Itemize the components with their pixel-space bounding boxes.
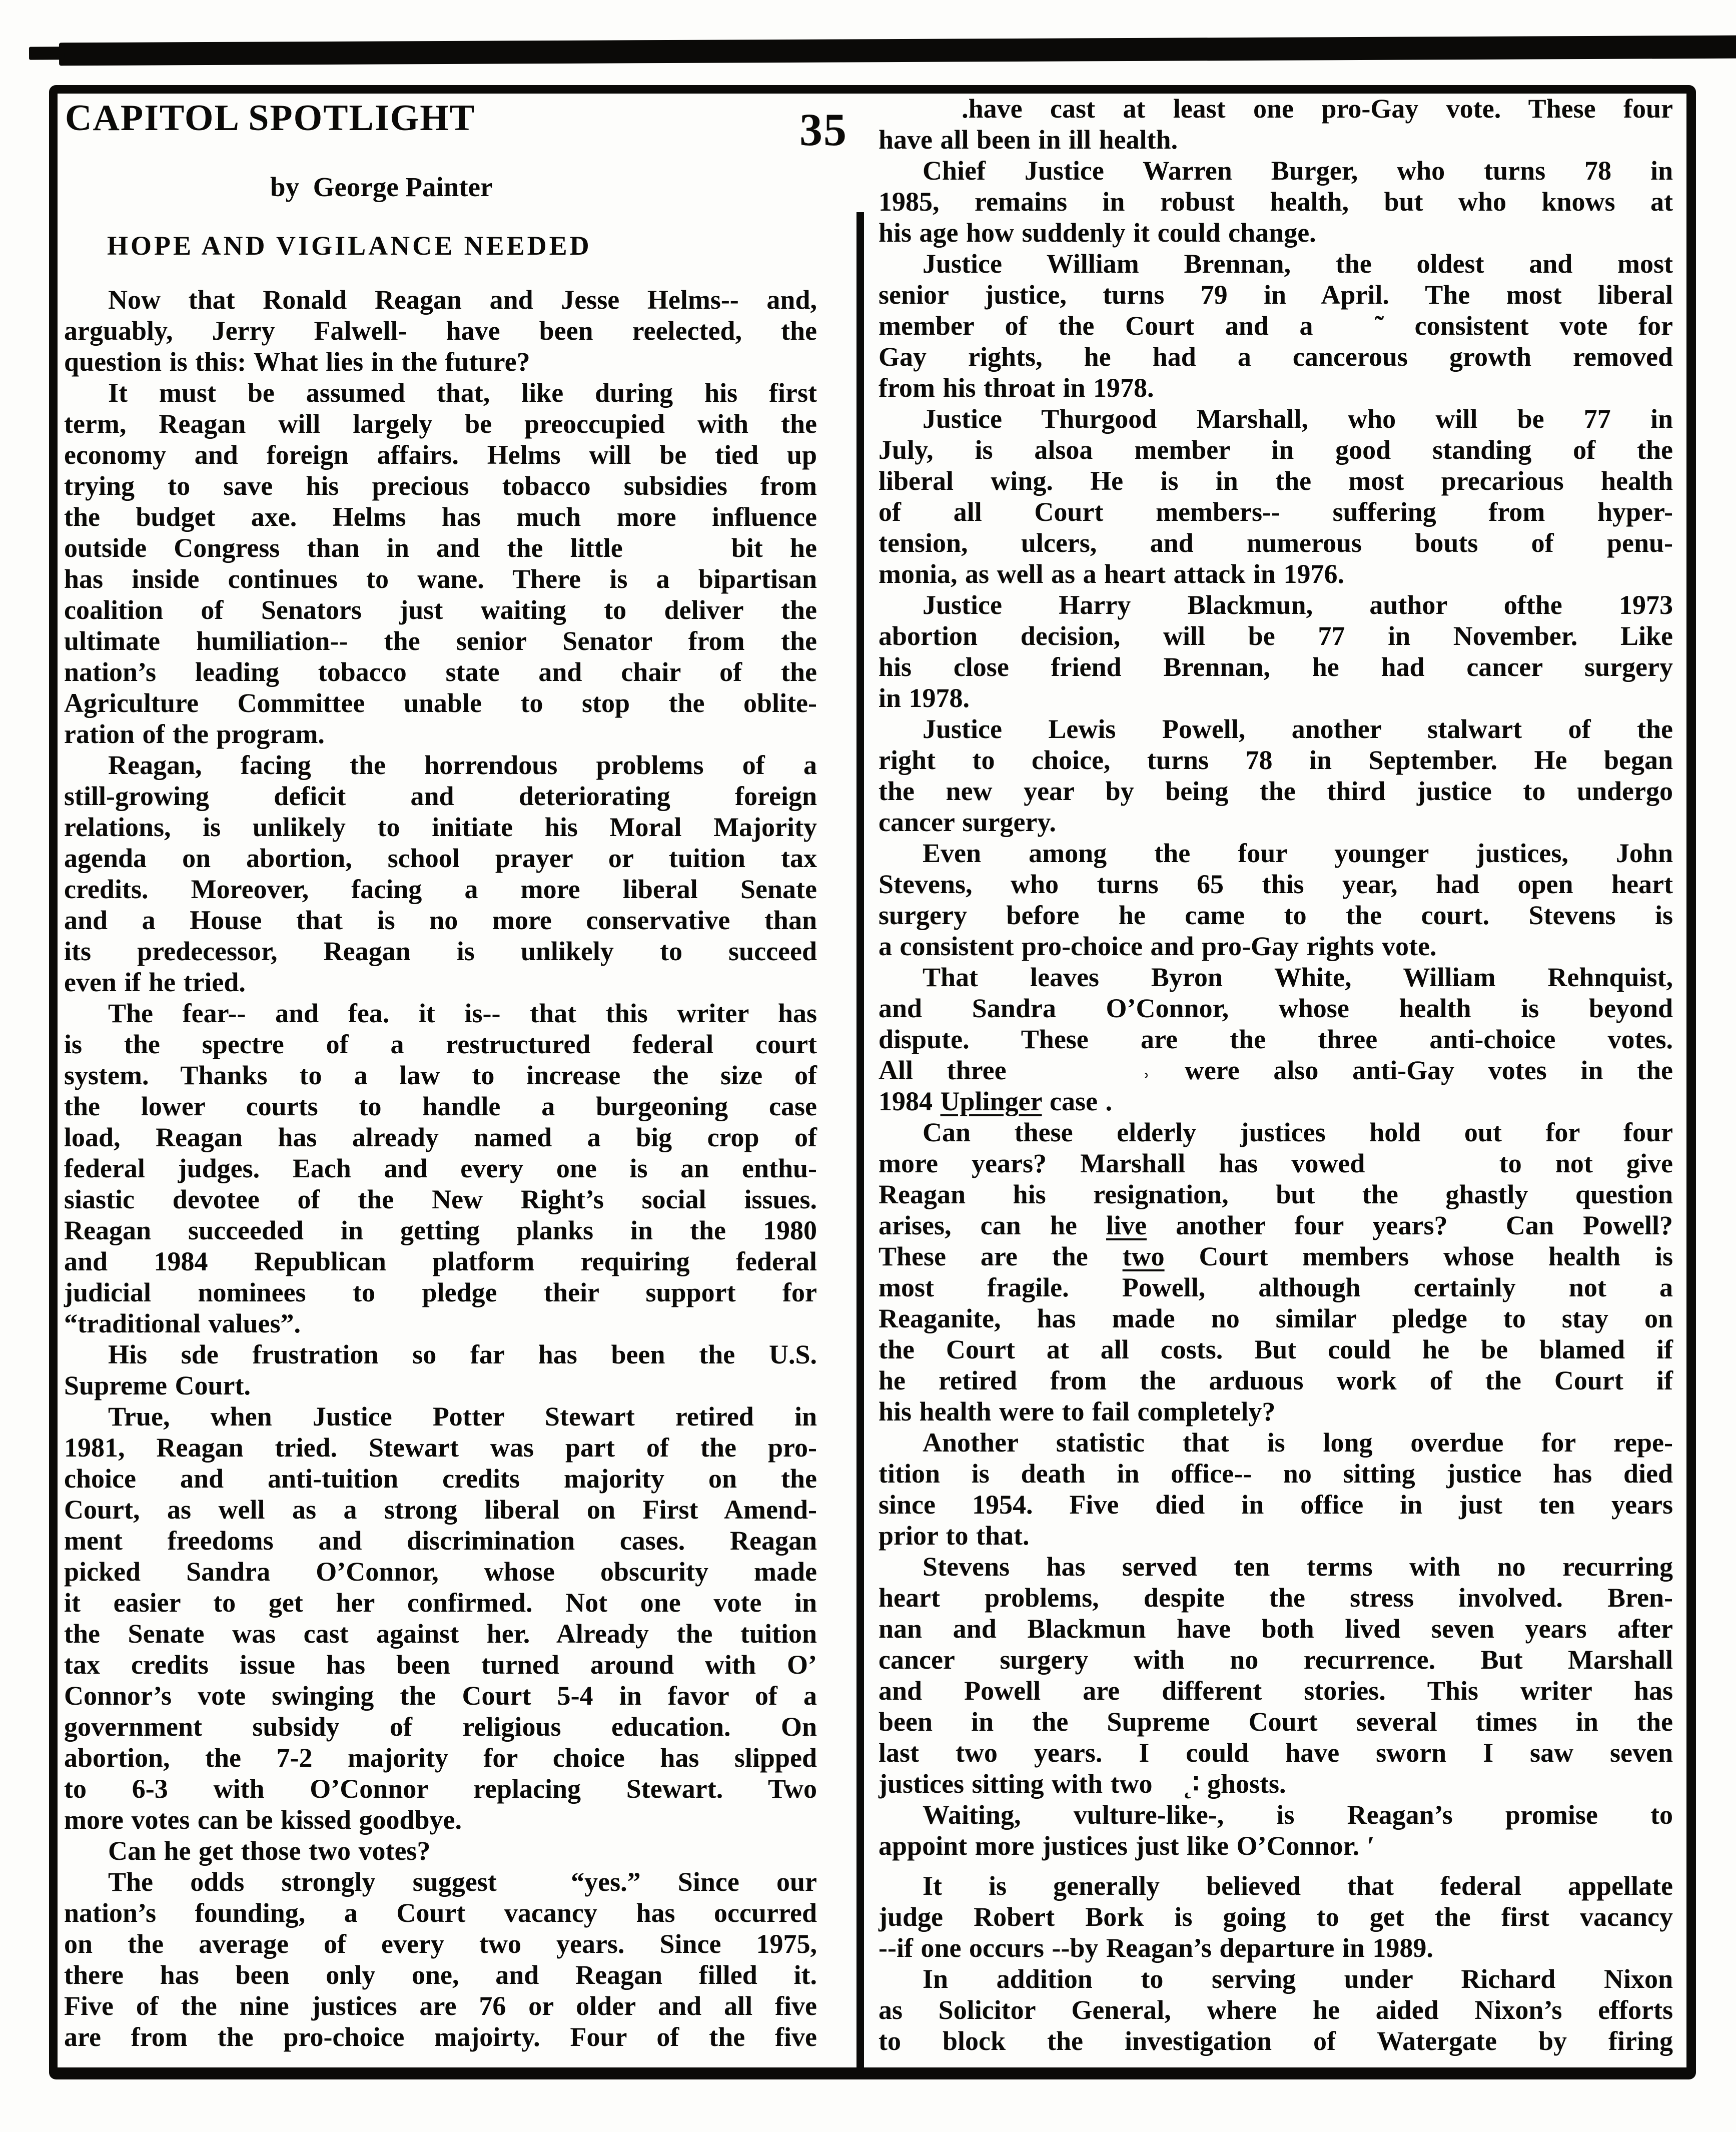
text-line: last two years. I could have sworn I saw seven — [879, 1738, 1673, 1768]
text-line: and Powell are different stories. This writer has — [879, 1676, 1673, 1706]
text-line: his close friend Brennan, he had cancer surgery — [879, 652, 1673, 682]
text-line: more votes can be kissed goodbye. — [64, 1805, 462, 1835]
text-line: Justice Thurgood Marshall, who will be 77 in — [923, 404, 1673, 434]
text-line: economy and foreign affairs. Helms will be tied up — [64, 440, 817, 470]
text-line: These are the two Court members whose health is — [879, 1241, 1673, 1271]
text-line: tition is death in office-- no sitting justice has died — [879, 1459, 1673, 1489]
text-line: All three ˒ were also anti-Gay votes in the — [879, 1055, 1673, 1085]
text-line: term, Reagan will largely be preoccupied with the — [64, 409, 817, 439]
text-line: Now that Ronald Reagan and Jesse Helms-- and, — [108, 285, 817, 315]
text-line: and 1984 Republican platform requiring federal — [64, 1246, 817, 1276]
text-line: ment freedoms and discrimination cases. Reagan — [64, 1526, 817, 1556]
text-line: Another statistic that is long overdue for repe- — [923, 1428, 1673, 1458]
text-line: monia, as well as a heart attack in 1976. — [879, 559, 1344, 589]
text-line: from his throat in 1978. — [879, 373, 1154, 403]
text-line: still-growing deficit and deteriorating foreign — [64, 781, 817, 811]
text-line: His sde frustration so far has been the U.S. — [108, 1339, 817, 1369]
text-line: nation’s leading tobacco state and chair of the — [64, 657, 817, 687]
text-line: to 6-3 with O’Connor replacing Stewart. Two — [64, 1774, 817, 1804]
text-line: appoint more justices just like O’Connor. ′ — [879, 1831, 1375, 1861]
left-column — [64, 284, 817, 2052]
scan-edge-artifact — [59, 36, 1736, 66]
text-line: on the average of every two years. Since 1975, — [64, 1929, 817, 1959]
text-line: to block the investigation of Watergate by firing — [879, 2026, 1673, 2056]
text-line: arguably, Jerry Falwell- have been reelected, the — [64, 316, 817, 346]
text-line: Waiting, vulture-like-, is Reagan’s promise to — [923, 1800, 1673, 1830]
text-line: Five of the nine justices are 76 or older and all five — [64, 1991, 817, 2021]
text-line: “traditional values”. — [64, 1308, 301, 1338]
text-line: of all Court members-- suffering from hyper- — [879, 497, 1673, 527]
text-line: ultimate humiliation-- the senior Senator from the — [64, 626, 817, 656]
text-line: his age how suddenly it could change. — [879, 218, 1316, 248]
text-line: the Senate was cast against her. Already the tuition — [64, 1619, 817, 1649]
text-line: Gay rights, he had a cancerous growth removed — [879, 342, 1673, 372]
text-line: trying to save his precious tobacco subsidies from — [64, 471, 817, 501]
text-line: judge Robert Bork is going to get the first vacancy — [879, 1902, 1673, 1932]
text-line: Court, as well as a strong liberal on First Amend- — [64, 1495, 817, 1525]
text-line: his health were to fail completely? — [879, 1396, 1276, 1427]
text-line: The odds strongly suggest “yes.” Since our — [108, 1867, 817, 1897]
text-line: Reagan, facing the horrendous problems of a — [108, 750, 817, 780]
text-line: a consistent pro-choice and pro-Gay rights vote. — [879, 931, 1437, 961]
text-line: as Solicitor General, where he aided Nixon’s efforts — [879, 1995, 1673, 2025]
byline: by George Painter — [270, 172, 493, 202]
page-number: 35 — [799, 104, 847, 155]
text-line: Can these elderly justices hold out for four — [923, 1117, 1673, 1147]
text-line: question is this: What lies in the future? — [64, 347, 530, 377]
text-line: the budget axe. Helms has much more influence — [64, 502, 817, 532]
article-title: CAPITOL SPOTLIGHT — [65, 98, 476, 139]
text-line: the new year by being the third justice to undergo — [879, 776, 1673, 806]
text-line: In addition to serving under Richard Nixon — [923, 1964, 1673, 1994]
text-line: outside Congress than in and the little bit he — [64, 533, 817, 563]
text-line: nan and Blackmun have both lived seven years after — [879, 1614, 1673, 1644]
text-line: The fear-- and fea. it is-- that this writer has — [108, 998, 817, 1028]
text-line: the lower courts to handle a burgeoning case — [64, 1091, 817, 1121]
text-line: Stevens has served ten terms with no recurring — [923, 1552, 1673, 1582]
text-line: liberal wing. He is in the most precarious health — [879, 466, 1673, 496]
text-line: it easier to get her confirmed. Not one vote in — [64, 1588, 817, 1618]
text-line: there has been only one, and Reagan filled it. — [64, 1960, 817, 1990]
text-line: surgery before he came to the court. Stevens is — [879, 900, 1673, 930]
text-line: 1981, Reagan tried. Stewart was part of the pro- — [64, 1433, 817, 1463]
text-line: credits. Moreover, facing a more liberal Senate — [64, 874, 817, 904]
text-line: have all been in ill health. — [879, 125, 1178, 155]
text-line: --if one occurs --by Reagan’s departure in 1989. — [879, 1933, 1433, 1963]
text-line: since 1954. Five died in office in just ten years — [879, 1490, 1673, 1520]
text-line: in 1978. — [879, 683, 970, 713]
text-line: system. Thanks to a law to increase the size of — [64, 1060, 817, 1090]
text-line: most fragile. Powell, although certainly not a — [879, 1272, 1673, 1302]
text-line: right to choice, turns 78 in September. He began — [879, 745, 1673, 775]
text-line: its predecessor, Reagan is unlikely to succeed — [64, 936, 817, 966]
text-line: federal judges. Each and every one is an enthu- — [64, 1153, 817, 1183]
column-divider-rule — [856, 212, 864, 2068]
text-line: cancer surgery. — [879, 807, 1056, 837]
text-line: .have cast at least one pro-Gay vote. These four — [879, 94, 1673, 124]
text-line: and Sandra O’Connor, whose health is beyond — [879, 993, 1673, 1023]
text-line: Stevens, who turns 65 this year, had open heart — [879, 869, 1673, 899]
text-line: abortion decision, will be 77 in November. Like — [879, 621, 1673, 651]
text-line: 1985, remains in robust health, but who knows at — [879, 187, 1673, 217]
text-line: the Court at all costs. But could he be blamed if — [879, 1334, 1673, 1364]
text-line: even if he tried. — [64, 967, 246, 997]
text-line: dispute. These are the three anti-choice votes. — [879, 1024, 1673, 1054]
text-line: are from the pro-choice majoirty. Four of the five — [64, 2022, 817, 2052]
text-line: is the spectre of a restructured federal court — [64, 1029, 817, 1059]
text-line: Can he get those two votes? — [108, 1836, 431, 1866]
text-line: tax credits issue has been turned around with O’ — [64, 1650, 817, 1680]
right-column — [879, 93, 1673, 2056]
text-line: judicial nominees to pledge their support for — [64, 1277, 817, 1307]
text-line: heart problems, despite the stress involved. Bren- — [879, 1583, 1673, 1613]
text-line: government subsidy of religious education. On — [64, 1712, 817, 1742]
section-heading: HOPE AND VIGILANCE NEEDED — [107, 231, 592, 261]
text-line: It must be assumed that, like during his first — [108, 378, 817, 408]
text-line: coalition of Senators just waiting to deliver the — [64, 595, 817, 625]
text-line: relations, is unlikely to initiate his Moral Majority — [64, 812, 817, 842]
text-line: he retired from the arduous work of the Court if — [879, 1365, 1673, 1395]
text-line: Connor’s vote swinging the Court 5-4 in favor of a — [64, 1681, 817, 1711]
text-line: It is generally believed that federal appellate — [923, 1871, 1673, 1901]
text-line: member of the Court and a ˜ consistent vote for — [879, 311, 1673, 341]
text-line: Justice William Brennan, the oldest and most — [923, 249, 1673, 279]
text-line: siastic devotee of the New Right’s social issues. — [64, 1184, 817, 1214]
text-line: been in the Supreme Court several times in the — [879, 1707, 1673, 1737]
text-line: picked Sandra O’Connor, whose obscurity made — [64, 1557, 817, 1587]
text-line: more years? Marshall has vowed to not give — [879, 1148, 1673, 1178]
text-line: senior justice, turns 79 in April. The most liberal — [879, 280, 1673, 310]
text-line: Even among the four younger justices, John — [923, 838, 1673, 868]
text-line: justices sitting with two ˛∶ ghosts. — [879, 1769, 1286, 1799]
text-line: That leaves Byron White, William Rehnquist, — [923, 962, 1673, 992]
text-line: July, is alsoa member in good standing of the — [879, 435, 1673, 465]
text-line: Justice Lewis Powell, another stalwart of the — [923, 714, 1673, 744]
text-line: Chief Justice Warren Burger, who turns 78 in — [923, 156, 1673, 186]
text-line: prior to that. — [879, 1521, 1030, 1551]
text-line: choice and anti-tuition credits majority on the — [64, 1464, 817, 1494]
text-line: tension, ulcers, and numerous bouts of penu- — [879, 528, 1673, 558]
text-line: ration of the program. — [64, 719, 325, 749]
text-line: Justice Harry Blackmun, author ofthe 1973 — [923, 590, 1673, 620]
text-line: load, Reagan has already named a big crop of — [64, 1122, 817, 1152]
text-line: and a House that is no more conservative than — [64, 905, 817, 935]
text-line: Reagan his resignation, but the ghastly question — [879, 1179, 1673, 1209]
text-line: agenda on abortion, school prayer or tuition tax — [64, 843, 817, 873]
text-line: 1984 Uplinger case . — [879, 1086, 1112, 1116]
text-line: Agriculture Committee unable to stop the oblite- — [64, 688, 817, 718]
text-line: Reaganite, has made no similar pledge to stay on — [879, 1303, 1673, 1333]
text-line: True, when Justice Potter Stewart retired in — [108, 1401, 817, 1432]
text-line: arises, can he live another four years? Can Powell? — [879, 1210, 1673, 1240]
text-line: abortion, the 7-2 majority for choice has slipped — [64, 1743, 817, 1773]
text-line: cancer surgery with no recurrence. But Marshall — [879, 1645, 1673, 1675]
text-line: nation’s founding, a Court vacancy has occurred — [64, 1898, 817, 1928]
text-line: Supreme Court. — [64, 1370, 251, 1400]
text-line: Reagan succeeded in getting planks in the 1980 — [64, 1215, 817, 1245]
text-line: has inside continues to wane. There is a bipartisan — [64, 564, 817, 594]
